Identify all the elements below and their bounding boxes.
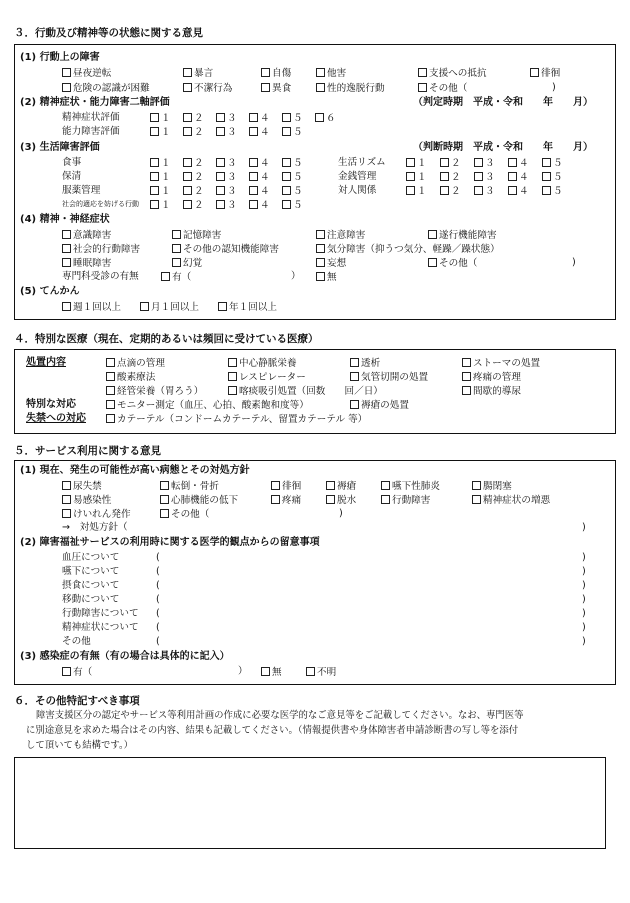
- option-label: １: [417, 158, 427, 169]
- option-label: 遂行機能障害: [439, 230, 497, 241]
- checkbox[interactable]: [62, 495, 71, 504]
- checkbox[interactable]: [183, 127, 192, 136]
- option-label: ２: [194, 113, 204, 124]
- checkbox[interactable]: [271, 481, 280, 490]
- option-label: 腸閉塞: [483, 481, 512, 492]
- checkbox[interactable]: [160, 495, 169, 504]
- checkbox[interactable]: [508, 172, 517, 181]
- option-label: ３: [227, 186, 237, 197]
- option-label: ２: [194, 186, 204, 197]
- option-label: ２: [451, 158, 461, 169]
- option-label: 疼痛の管理: [473, 372, 521, 383]
- option-label: ４: [519, 158, 529, 169]
- option-label: １: [417, 186, 427, 197]
- option-label: その他の認知機能障害: [183, 244, 279, 255]
- checkbox[interactable]: [282, 172, 291, 181]
- checkbox[interactable]: [440, 172, 449, 181]
- option-label: ５: [553, 158, 563, 169]
- checkbox[interactable]: [183, 158, 192, 167]
- checkbox[interactable]: [62, 68, 71, 77]
- checkbox[interactable]: [326, 495, 335, 504]
- checkbox[interactable]: [542, 186, 551, 195]
- option-label: 無: [272, 667, 282, 678]
- checkbox[interactable]: [428, 230, 437, 239]
- treatment-label: 処置内容: [26, 357, 66, 368]
- option-label: 徘徊: [282, 481, 302, 492]
- close-paren: ): [582, 566, 586, 577]
- option-label: けいれん発作: [73, 509, 131, 520]
- checkbox[interactable]: [62, 509, 71, 518]
- close-paren: ): [582, 608, 586, 619]
- option-label: 嚥下性肺炎: [392, 481, 440, 492]
- checkbox[interactable]: [282, 113, 291, 122]
- checkbox[interactable]: [183, 186, 192, 195]
- checkbox[interactable]: [216, 113, 225, 122]
- option-label: 疼痛: [282, 495, 302, 506]
- note-label: 摂食について: [62, 580, 120, 591]
- open-paren: (: [156, 566, 160, 577]
- checkbox[interactable]: [316, 83, 325, 92]
- section3-title: ３．行動及び精神等の状態に関する意見: [14, 27, 203, 39]
- checkbox[interactable]: [282, 158, 291, 167]
- specialist-label: 専門科受診の有無: [62, 271, 139, 282]
- neuro-title: (4) 精神・神経症状: [20, 214, 110, 225]
- open-paren: (: [156, 622, 160, 633]
- checkbox[interactable]: [150, 127, 159, 136]
- option-label: ４: [260, 172, 270, 183]
- option-label: 喀痰吸引処置（回数 回／日）: [239, 386, 383, 397]
- checkbox[interactable]: [508, 186, 517, 195]
- option-label: ５: [293, 186, 303, 197]
- checkbox[interactable]: [183, 68, 192, 77]
- option-label: ５: [293, 113, 303, 124]
- option-label: ３: [227, 113, 237, 124]
- checkbox[interactable]: [62, 230, 71, 239]
- option-label: 透析: [361, 358, 381, 369]
- open-paren: (: [156, 594, 160, 605]
- checkbox[interactable]: [261, 83, 270, 92]
- checkbox[interactable]: [418, 83, 427, 92]
- checkbox[interactable]: [282, 200, 291, 209]
- checkbox[interactable]: [183, 172, 192, 181]
- close-paren: ): [339, 508, 343, 519]
- option-label: ３: [227, 200, 237, 211]
- checkbox[interactable]: [316, 272, 325, 281]
- checkbox[interactable]: [472, 481, 481, 490]
- open-paren: (: [156, 636, 160, 647]
- checkbox[interactable]: [406, 158, 415, 167]
- life-item-label: 生活リズム: [338, 157, 386, 168]
- checkbox[interactable]: [106, 400, 115, 409]
- option-label: 経管栄養（胃ろう）: [117, 386, 204, 397]
- checkbox[interactable]: [474, 186, 483, 195]
- checkbox[interactable]: [62, 244, 71, 253]
- option-label: １: [161, 200, 171, 211]
- open-paren: (: [156, 608, 160, 619]
- option-label: ３: [227, 172, 237, 183]
- option-label: 妄想: [327, 258, 347, 269]
- option-label: 有（: [73, 667, 93, 678]
- life-item-label: 食事: [62, 157, 82, 168]
- checkbox[interactable]: [326, 481, 335, 490]
- option-label: ３: [485, 158, 495, 169]
- psych-axis-period: （判定時期 平成・令和 年 月）: [413, 97, 593, 108]
- psych-axis-title: (2) 精神症状・能力障害二軸評価: [20, 97, 170, 108]
- option-label: ５: [293, 172, 303, 183]
- section4-title: ４．特別な医療（現在、定期的あるいは頻回に受けている医療）: [14, 333, 319, 345]
- option-label: ２: [451, 172, 461, 183]
- checkbox[interactable]: [172, 258, 181, 267]
- policy-label: → 対処方針（: [62, 522, 128, 533]
- option-label: 注意障害: [327, 230, 366, 241]
- notes-title: (2) 障害福祉サービスの利用時に関する医学的観点からの留意事項: [20, 537, 320, 548]
- checkbox[interactable]: [249, 127, 258, 136]
- option-label: 異食: [272, 83, 292, 94]
- option-label: ４: [519, 172, 529, 183]
- option-label: 褥瘡の処置: [361, 400, 409, 411]
- instruction-line: に別途意見を求めた場合はその内容、結果も記載してください。（情報提供書や身体障害者申請診断書の写し等を添付: [26, 725, 519, 736]
- close-paren: ): [582, 594, 586, 605]
- incontinence-label: 失禁への対応: [26, 413, 86, 424]
- option-label: 脱水: [337, 495, 357, 506]
- checkbox[interactable]: [316, 258, 325, 267]
- section5-title: ５．サービス利用に関する意見: [14, 445, 161, 457]
- close-paren: ）: [238, 666, 248, 677]
- checkbox[interactable]: [150, 186, 159, 195]
- checkbox[interactable]: [150, 172, 159, 181]
- ability-eval-label: 能力障害評価: [62, 126, 120, 137]
- option-label: その他（: [439, 258, 478, 269]
- checkbox[interactable]: [228, 358, 237, 367]
- option-label: 幻覚: [183, 258, 203, 269]
- checkbox[interactable]: [350, 358, 359, 367]
- checkbox[interactable]: [150, 200, 159, 209]
- life-item-label: 保清: [62, 171, 82, 182]
- checkbox[interactable]: [228, 372, 237, 381]
- option-label: １: [161, 172, 171, 183]
- checkbox[interactable]: [282, 186, 291, 195]
- option-label: 不明: [317, 667, 337, 678]
- checkbox[interactable]: [418, 68, 427, 77]
- life-item-label: 金銭管理: [338, 171, 377, 182]
- checkbox[interactable]: [542, 158, 551, 167]
- option-label: 意識障害: [73, 230, 112, 241]
- checkbox[interactable]: [62, 667, 71, 676]
- option-label: 昼夜逆転: [73, 68, 112, 79]
- checkbox[interactable]: [216, 172, 225, 181]
- checkbox[interactable]: [381, 481, 390, 490]
- checkbox[interactable]: [62, 258, 71, 267]
- option-label: ５: [293, 200, 303, 211]
- option-label: ３: [485, 172, 495, 183]
- checkbox[interactable]: [62, 481, 71, 490]
- option-label: 易感染性: [73, 495, 112, 506]
- condition-title: (1) 現在、発生の可能性が高い病態とその対処方針: [20, 465, 250, 476]
- special-care-label: 特別な対応: [26, 399, 76, 410]
- option-label: 社会的行動障害: [73, 244, 141, 255]
- checkbox[interactable]: [249, 172, 258, 181]
- checkbox[interactable]: [406, 186, 415, 195]
- checkbox[interactable]: [316, 68, 325, 77]
- option-label: 無: [327, 272, 337, 283]
- instruction-line: 障害支援区分の認定やサービス等利用計画の作成に必要な医学的なご意見等をご記載してください。なお、専門医等: [36, 710, 524, 721]
- close-paren: ): [582, 580, 586, 591]
- option-label: 間歇的導尿: [473, 386, 521, 397]
- option-label: １: [161, 186, 171, 197]
- option-label: 気分障害（抑うつ気分、軽躁／躁状態）: [327, 244, 500, 255]
- checkbox[interactable]: [228, 386, 237, 395]
- option-label: ２: [451, 186, 461, 197]
- close-paren: ): [552, 82, 556, 93]
- checkbox[interactable]: [150, 158, 159, 167]
- option-label: 性的逸脱行動: [327, 83, 385, 94]
- checkbox[interactable]: [350, 372, 359, 381]
- checkbox[interactable]: [462, 358, 471, 367]
- option-label: ３: [227, 127, 237, 138]
- option-label: ストーマの処置: [473, 358, 541, 369]
- option-label: 中心静脈栄養: [239, 358, 297, 369]
- checkbox[interactable]: [106, 414, 115, 423]
- option-label: 心肺機能の低下: [171, 495, 239, 506]
- option-label: １: [417, 172, 427, 183]
- checkbox[interactable]: [172, 230, 181, 239]
- close-paren: ): [582, 522, 586, 533]
- option-label: ４: [260, 158, 270, 169]
- note-label: 精神症状について: [62, 622, 139, 633]
- life-item-label: 社会的適応を妨げる行動: [62, 200, 139, 208]
- behavior-title: (1) 行動上の障害: [20, 52, 100, 63]
- checkbox[interactable]: [282, 127, 291, 136]
- option-label: ４: [519, 186, 529, 197]
- checkbox[interactable]: [172, 244, 181, 253]
- checkbox[interactable]: [161, 272, 170, 281]
- option-label: 尿失禁: [73, 481, 102, 492]
- option-label: ４: [260, 186, 270, 197]
- checkbox[interactable]: [216, 200, 225, 209]
- option-label: 週１回以上: [73, 302, 121, 313]
- option-label: ２: [194, 158, 204, 169]
- close-paren: ）: [291, 271, 301, 282]
- checkbox[interactable]: [474, 158, 483, 167]
- open-paren: (: [156, 552, 160, 563]
- option-label: ５: [553, 172, 563, 183]
- checkbox[interactable]: [216, 127, 225, 136]
- option-label: ２: [194, 172, 204, 183]
- option-label: 褥瘡: [337, 481, 357, 492]
- checkbox[interactable]: [381, 495, 390, 504]
- option-label: ４: [260, 127, 270, 138]
- checkbox[interactable]: [428, 258, 437, 267]
- checkbox[interactable]: [508, 158, 517, 167]
- checkbox[interactable]: [183, 200, 192, 209]
- checkbox[interactable]: [216, 158, 225, 167]
- option-label: 徘徊: [541, 68, 561, 79]
- checkbox[interactable]: [150, 113, 159, 122]
- checkbox[interactable]: [530, 68, 539, 77]
- checkbox[interactable]: [316, 230, 325, 239]
- option-label: 暴言: [194, 68, 214, 79]
- close-paren: ): [582, 622, 586, 633]
- close-paren: ): [582, 636, 586, 647]
- life-item-label: 服薬管理: [62, 185, 101, 196]
- option-label: ２: [194, 127, 204, 138]
- checkbox[interactable]: [542, 172, 551, 181]
- checkbox[interactable]: [106, 358, 115, 367]
- checkbox[interactable]: [249, 186, 258, 195]
- option-label: ３: [485, 186, 495, 197]
- option-label: ５: [293, 127, 303, 138]
- checkbox[interactable]: [440, 158, 449, 167]
- option-label: ４: [260, 113, 270, 124]
- option-label: 自傷: [272, 68, 292, 79]
- option-label: 支援への抵抗: [429, 68, 487, 79]
- option-label: １: [161, 113, 171, 124]
- epilepsy-title: (5) てんかん: [20, 286, 80, 297]
- option-label: 他害: [327, 68, 347, 79]
- checkbox[interactable]: [249, 200, 258, 209]
- option-label: １: [161, 127, 171, 138]
- checkbox[interactable]: [183, 113, 192, 122]
- section6-title: ６．その他特記すべき事項: [14, 695, 140, 707]
- option-label: 危険の認識が困難: [73, 83, 150, 94]
- checkbox[interactable]: [474, 172, 483, 181]
- option-label: 気管切開の処置: [361, 372, 429, 383]
- option-label: ５: [553, 186, 563, 197]
- checkbox[interactable]: [62, 83, 71, 92]
- option-label: ５: [293, 158, 303, 169]
- life-eval-title: (3) 生活障害評価: [20, 142, 100, 153]
- option-label: 有（: [172, 272, 192, 283]
- option-label: ６: [326, 113, 336, 124]
- open-paren: (: [156, 580, 160, 591]
- note-label: 行動障害について: [62, 608, 139, 619]
- checkbox[interactable]: [106, 372, 115, 381]
- note-label: その他: [62, 636, 91, 647]
- checkbox[interactable]: [160, 509, 169, 518]
- option-label: 精神症状の増悪: [483, 495, 551, 506]
- note-label: 嚥下について: [62, 566, 120, 577]
- option-label: カテーテル（コンドームカテーテル、留置カテーテル 等）: [117, 414, 368, 425]
- checkbox[interactable]: [406, 172, 415, 181]
- option-label: ４: [260, 200, 270, 211]
- checkbox[interactable]: [160, 481, 169, 490]
- checkbox[interactable]: [106, 386, 115, 395]
- checkbox[interactable]: [249, 158, 258, 167]
- option-label: 年１回以上: [229, 302, 277, 313]
- checkbox[interactable]: [462, 372, 471, 381]
- option-label: レスピレーター: [239, 372, 306, 383]
- close-paren: ): [572, 257, 576, 268]
- option-label: 行動障害: [392, 495, 431, 506]
- option-label: 睡眠障害: [73, 258, 112, 269]
- life-item-label: 対人関係: [338, 185, 377, 196]
- checkbox[interactable]: [183, 83, 192, 92]
- option-label: 点滴の管理: [117, 358, 165, 369]
- checkbox[interactable]: [271, 495, 280, 504]
- remarks-textarea[interactable]: [14, 757, 606, 849]
- psych-eval-label: 精神症状評価: [62, 112, 120, 123]
- option-label: 記憶障害: [183, 230, 222, 241]
- checkbox[interactable]: [218, 302, 227, 311]
- checkbox[interactable]: [315, 113, 324, 122]
- checkbox[interactable]: [440, 186, 449, 195]
- option-label: ３: [227, 158, 237, 169]
- option-label: 酸素療法: [117, 372, 156, 383]
- life-eval-period: （判断時期 平成・令和 年 月）: [413, 142, 593, 153]
- checkbox[interactable]: [249, 113, 258, 122]
- checkbox[interactable]: [140, 302, 149, 311]
- infection-title: (3) 感染症の有無（有の場合は具体的に記入）: [20, 651, 230, 662]
- option-label: 転倒・骨折: [171, 481, 219, 492]
- instruction-line: して頂いても結構です。）: [26, 740, 134, 751]
- note-label: 移動について: [62, 594, 120, 605]
- checkbox[interactable]: [62, 302, 71, 311]
- close-paren: ): [582, 552, 586, 563]
- note-label: 血圧について: [62, 552, 120, 563]
- option-label: １: [161, 158, 171, 169]
- checkbox[interactable]: [261, 667, 270, 676]
- checkbox[interactable]: [462, 386, 471, 395]
- checkbox[interactable]: [261, 68, 270, 77]
- checkbox[interactable]: [316, 244, 325, 253]
- option-label: ２: [194, 200, 204, 211]
- option-label: 月１回以上: [151, 302, 199, 313]
- option-label: モニター測定（血圧、心拍、酸素飽和度等）: [117, 400, 309, 411]
- checkbox[interactable]: [306, 667, 315, 676]
- checkbox[interactable]: [216, 186, 225, 195]
- option-label: その他（: [171, 509, 210, 520]
- option-label: その他（: [429, 83, 468, 94]
- checkbox[interactable]: [472, 495, 481, 504]
- checkbox[interactable]: [350, 400, 359, 409]
- option-label: 不潔行為: [194, 83, 233, 94]
